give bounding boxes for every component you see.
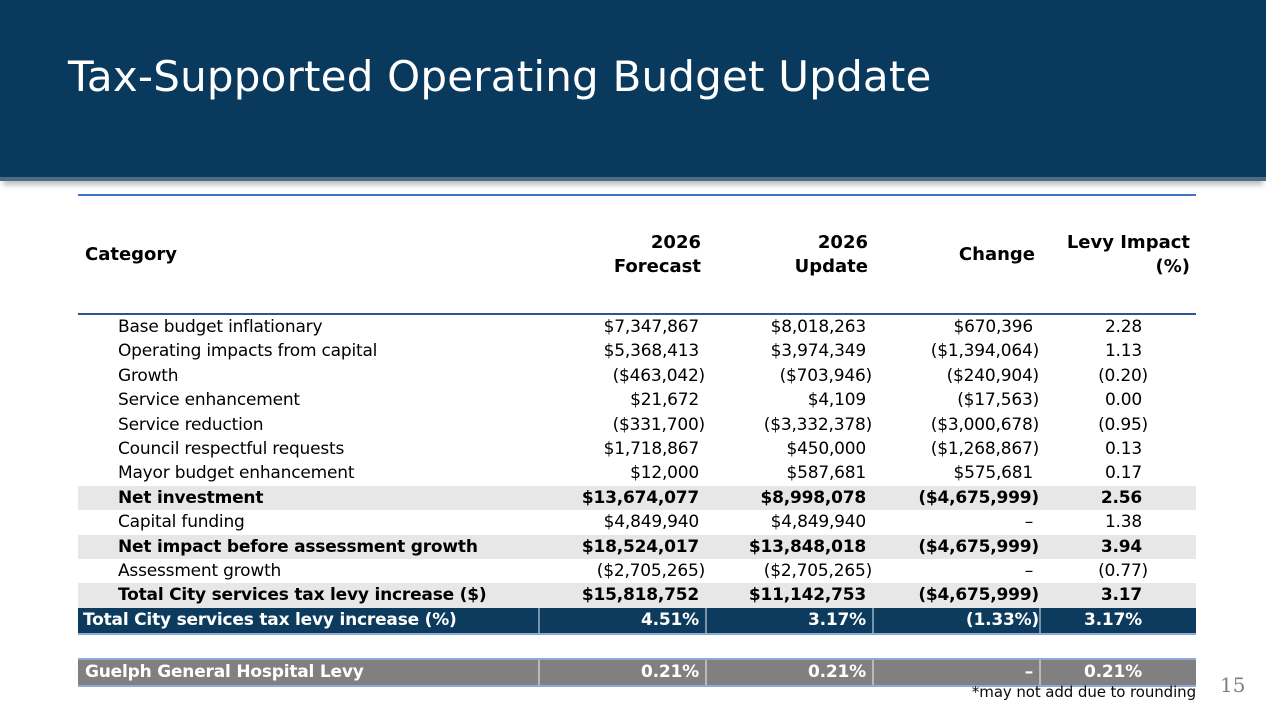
change-cell: – (1024, 512, 1033, 533)
levy-impact-cell: 0.21% (1039, 660, 1196, 685)
table-row (78, 559, 1196, 583)
change-cell: – (872, 660, 1039, 685)
budget-table (78, 194, 1196, 687)
category-cell: Total City services tax levy increase (%) (83, 609, 457, 630)
update-cell: $4,849,940 (770, 512, 866, 533)
levy-impact-cell: (0.77) (1098, 560, 1148, 581)
header-forecast-line2: Forecast (613, 255, 701, 277)
category-cell: Operating impacts from capital (118, 341, 378, 362)
table-header-row (78, 194, 1196, 315)
update-cell: ($2,705,265) (763, 560, 872, 581)
header-category: Category (85, 243, 178, 265)
category-cell: Total City services tax levy increase ($) (118, 585, 487, 606)
update-cell: ($3,332,378) (763, 414, 872, 435)
table-row (78, 339, 1196, 363)
table-row (78, 583, 1196, 607)
category-cell: Net investment (118, 487, 264, 508)
update-cell: 3.17% (705, 608, 872, 633)
category-cell: Guelph General Hospital Levy (85, 661, 364, 682)
change-cell: ($240,904) (946, 365, 1039, 386)
forecast-cell: $18,524,017 (581, 536, 699, 557)
table-row (78, 510, 1196, 534)
update-cell: ($703,946) (779, 365, 872, 386)
table-row (78, 315, 1196, 339)
category-cell: Assessment growth (118, 560, 282, 581)
category-cell: Service reduction (118, 414, 264, 435)
change-cell: (1.33%) (872, 608, 1039, 633)
table-row (78, 413, 1196, 437)
levy-impact-cell: 1.38 (1104, 512, 1142, 533)
header-forecast-line1: 2026 (650, 232, 701, 254)
levy-impact-cell: 0.13 (1104, 438, 1142, 459)
forecast-cell: 4.51% (538, 608, 705, 633)
forecast-cell: ($463,042) (612, 365, 705, 386)
category-cell: Base budget inflationary (118, 317, 323, 337)
table-row (78, 486, 1196, 510)
forecast-cell: $4,849,940 (603, 512, 699, 533)
update-cell: $4,109 (807, 390, 866, 411)
change-cell: ($1,394,064) (930, 341, 1039, 362)
header-2026-forecast (538, 231, 705, 278)
category-cell: Mayor budget enhancement (118, 463, 355, 484)
table-row (78, 388, 1196, 412)
change-cell: ($4,675,999) (918, 487, 1039, 508)
change-cell: ($4,675,999) (918, 585, 1039, 606)
change-cell: $670,396 (953, 317, 1033, 337)
levy-impact-cell: (0.95) (1098, 414, 1148, 435)
levy-impact-cell: 0.00 (1104, 390, 1142, 411)
table-row (78, 461, 1196, 485)
header-levy-line1: Levy Impact (1066, 232, 1190, 254)
slide-title: Tax-Supported Operating Budget Update (68, 52, 932, 101)
forecast-cell: $21,672 (630, 390, 699, 411)
change-cell: $575,681 (953, 463, 1033, 484)
levy-impact-cell: (0.20) (1098, 365, 1148, 386)
change-cell: ($3,000,678) (930, 414, 1039, 435)
category-cell: Growth (118, 365, 179, 386)
change-cell: ($17,563) (957, 390, 1039, 411)
update-cell: $8,018,263 (770, 317, 866, 337)
header-levy-impact (1039, 231, 1196, 278)
table-row (78, 437, 1196, 461)
levy-impact-cell: 3.17 (1100, 585, 1142, 606)
update-cell: $450,000 (786, 438, 866, 459)
levy-impact-cell: 1.13 (1104, 341, 1142, 362)
update-cell: $13,848,018 (748, 536, 866, 557)
update-cell: 0.21% (705, 660, 872, 685)
change-cell: ($1,268,867) (930, 438, 1039, 459)
header-update-line1: 2026 (817, 232, 868, 254)
header-change: Change (958, 243, 1035, 265)
page-number: 15 (1220, 673, 1246, 697)
forecast-cell: 0.21% (538, 660, 705, 685)
table-row (78, 535, 1196, 559)
forecast-cell: $5,368,413 (603, 341, 699, 362)
category-cell: Capital funding (118, 512, 245, 533)
change-cell: ($4,675,999) (918, 536, 1039, 557)
category-cell: Service enhancement (118, 390, 300, 411)
levy-impact-cell: 3.94 (1100, 536, 1142, 557)
table-row (78, 364, 1196, 388)
update-cell: $8,998,078 (760, 487, 866, 508)
category-cell: Net impact before assessment growth (118, 536, 478, 557)
header-2026-update (705, 231, 872, 278)
levy-impact-cell: 2.56 (1100, 487, 1142, 508)
header-update-line2: Update (794, 255, 868, 277)
forecast-cell: $13,674,077 (581, 487, 699, 508)
levy-impact-cell: 0.17 (1104, 463, 1142, 484)
forecast-cell: $7,347,867 (603, 317, 699, 337)
update-cell: $3,974,349 (770, 341, 866, 362)
table-row (78, 608, 1196, 635)
forecast-cell: $15,818,752 (581, 585, 699, 606)
table-body (78, 315, 1196, 635)
header-levy-line2: (%) (1155, 255, 1190, 277)
rounding-footnote: *may not add due to rounding (971, 683, 1196, 701)
levy-impact-cell: 2.28 (1104, 317, 1142, 337)
update-cell: $587,681 (786, 463, 866, 484)
forecast-cell: $12,000 (630, 463, 699, 484)
change-cell: – (1024, 560, 1033, 581)
title-banner (0, 0, 1266, 181)
forecast-cell: ($2,705,265) (596, 560, 705, 581)
update-cell: $11,142,753 (748, 585, 866, 606)
levy-impact-cell: 3.17% (1039, 608, 1196, 633)
category-cell: Council respectful requests (118, 438, 345, 459)
forecast-cell: $1,718,867 (603, 438, 699, 459)
forecast-cell: ($331,700) (612, 414, 705, 435)
